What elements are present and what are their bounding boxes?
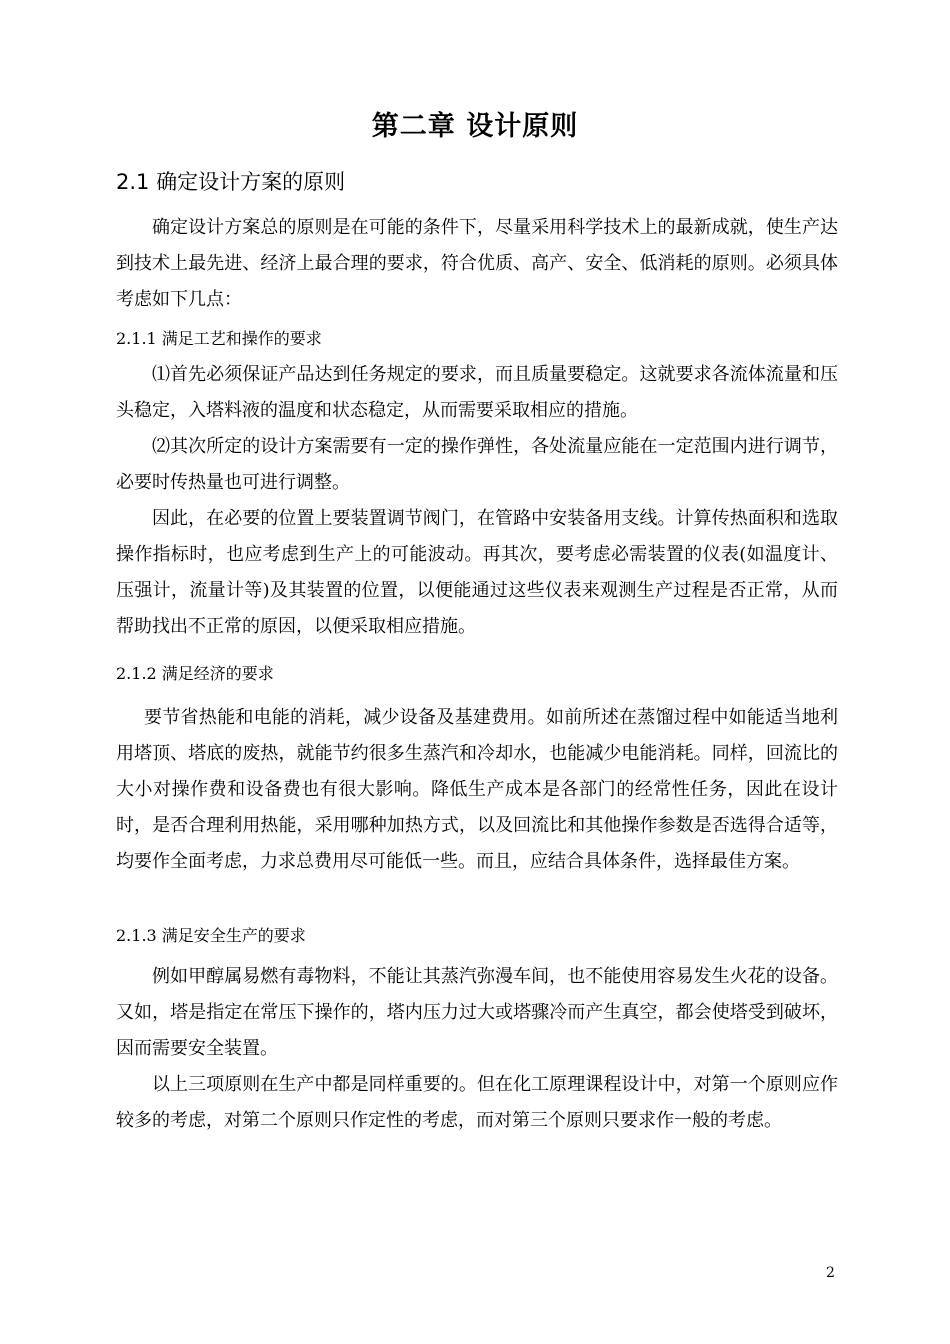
subsection-2-heading: 2.1.2 满足经济的要求 [116, 664, 274, 683]
subsection-1-body [116, 357, 838, 645]
subsection-2-body [116, 700, 838, 880]
intro-paragraph: 确定设计方案总的原则是在可能的条件下，尽量采用科学技术上的最新成就，使生产达到技术上最先进、经济上最合理的要求，符合优质、高产、安全、低消耗的原则。必须具体考虑如下几点： [116, 217, 838, 310]
paragraph: 因此，在必要的位置上要装置调节阀门，在管路中安装备用支线。计算传热面积和选取操作指标时，也应考虑到生产上的可能波动。再其次，要考虑必需装置的仪表(如温度计、压强计，流量计等)及其装置的位置，以便能通过这些仪表来观测生产过程是否正常，从而帮助找出不正常的原因，以便采取相应措施。 [116, 508, 838, 637]
subsection-3-heading: 2.1.3 满足安全生产的要求 [116, 926, 306, 945]
paragraph: ⑵其次所定的设计方案需要有一定的操作弹性，各处流量应能在一定范围内进行调节，必要时传热量也可进行调整。 [116, 436, 838, 493]
paragraph: 例如甲醇属易燃有毒物料，不能让其蒸汽弥漫车间，也不能使用容易发生火花的设备。又如，塔是指定在常压下操作的，塔内压力过大或塔骤冷而产生真空，都会使塔受到破坏，因而需要安全装置。 [116, 966, 838, 1059]
chapter-title: 第二章 设计原则 [371, 111, 579, 142]
subsection-1-heading: 2.1.1 满足工艺和操作的要求 [116, 329, 322, 348]
paragraph: 要节省热能和电能的消耗，减少设备及基建费用。如前所述在蒸馏过程中如能适当地利用塔顶、塔底的废热，就能节约很多生蒸汽和冷却水，也能减少电能消耗。同样，回流比的大小对操作费和设备费也有很大影响。降低生产成本是各部门的经常性任务，因此在设计时，是否合理利用热能，采用哪种加热方式，以及回流比和其他操作参数是否选得合适等，均要作全面考虑，力求总费用尽可能低一些。而且，应结合具体条件，选择最佳方案。 [116, 707, 838, 872]
page-number: 2 [826, 1265, 835, 1281]
subsection-3-body [116, 959, 838, 1139]
intro-block [116, 210, 838, 318]
paragraph: ⑴首先必须保证产品达到任务规定的要求，而且质量要稳定。这就要求各流体流量和压头稳定，入塔料液的温度和状态稳定，从而需要采取相应的措施。 [116, 364, 838, 421]
section-heading: 2.1 确定设计方案的原则 [116, 170, 346, 194]
paragraph: 以上三项原则在生产中都是同样重要的。但在化工原理课程设计中，对第一个原则应作较多的考虑，对第二个原则只作定性的考虑，而对第三个原则只要求作一般的考虑。 [116, 1074, 838, 1131]
